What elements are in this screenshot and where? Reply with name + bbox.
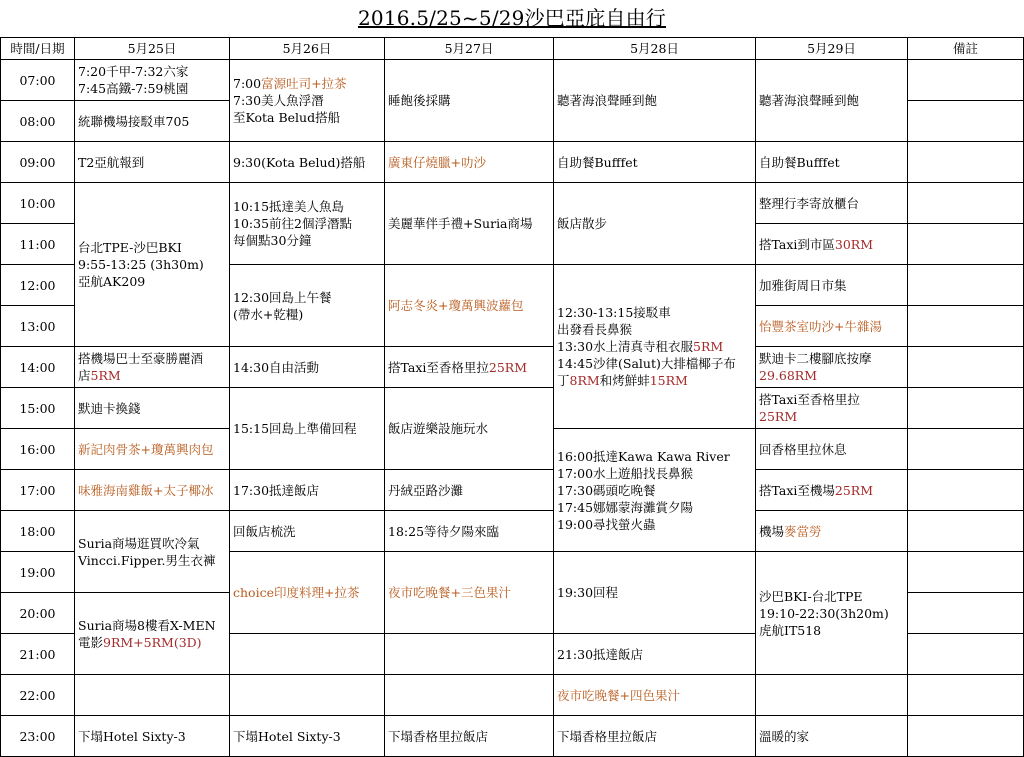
cell-d27-2200 — [385, 675, 554, 716]
notes-cell — [908, 306, 1024, 347]
cell-d26-1500: 15:15回島上準備回程 — [230, 388, 385, 470]
time-cell: 19:00 — [1, 552, 75, 593]
cell-line: 搭Taxi至香格里拉 — [759, 392, 860, 407]
price-text: 29.68RM — [759, 368, 817, 383]
cell-d26-2200 — [230, 675, 385, 716]
cell-d29-1800 — [756, 511, 908, 552]
cell-line: 10:35前往2個浮潛點 — [233, 216, 352, 231]
cell-line — [78, 367, 229, 384]
cell-line: 每個點30分鐘 — [233, 233, 312, 248]
cell-d29-0700: 聽著海浪聲睡到飽 — [756, 60, 908, 142]
notes-cell — [908, 675, 1024, 716]
cell-line: 19:10-22:30(3h20m) — [759, 605, 889, 621]
cell-d29-1100 — [756, 224, 908, 265]
price-text: 8RM — [569, 373, 600, 388]
cell-d28-0900: 自助餐Bufffet — [554, 142, 756, 183]
table-row — [1, 470, 1024, 511]
cell-d29-1600: 回香格里拉休息 — [756, 429, 908, 470]
time-cell: 09:00 — [1, 142, 75, 183]
header-notes: 備註 — [908, 38, 1024, 60]
cell-line — [78, 634, 229, 651]
cell-d27-1900: 夜市吃晚餐+三色果汁 — [385, 552, 554, 634]
cell-line: 14:45沙律(Salut)大排檔椰子布 — [557, 356, 736, 371]
cell-line: Vincci.Fipper.男生衣褲 — [78, 552, 216, 568]
cell-d28-1600 — [554, 429, 756, 552]
cell-d26-1200 — [230, 265, 385, 347]
cell-d25-0700 — [75, 60, 230, 101]
cell-text: 電影 — [78, 634, 104, 650]
cell-d26-0700 — [230, 60, 385, 142]
header-row — [1, 38, 1024, 60]
cell-d29-1700 — [756, 470, 908, 511]
time-cell: 15:00 — [1, 388, 75, 429]
notes-cell — [908, 470, 1024, 511]
cell-d27-1700: 丹絨亞路沙灘 — [385, 470, 554, 511]
cell-d27-2100 — [385, 634, 554, 675]
cell-d25-1700: 味雅海南雞飯+太子椰冰 — [75, 470, 230, 511]
notes-cell — [908, 388, 1024, 429]
cell-d27-1000: 美麗華伴手禮+Suria商場 — [385, 183, 554, 265]
time-cell: 10:00 — [1, 183, 75, 224]
header-may-27: 5月27日 — [385, 38, 554, 60]
price-text: 15RM — [649, 373, 688, 388]
cell-line: 7:30美人魚浮潛 — [233, 93, 324, 108]
price-text: 5RM — [90, 368, 121, 383]
notes-cell — [908, 60, 1024, 101]
cell-line: 17:30碼頭吃晚餐 — [557, 482, 656, 498]
cell-line: 9:55-13:25 (3h30m) — [78, 257, 204, 272]
cell-d25-2200 — [75, 675, 230, 716]
cell-d29-0900: 自助餐Bufffet — [756, 142, 908, 183]
price-text: 9RM+5RM(3D) — [103, 634, 202, 650]
cell-line: 亞航AK209 — [78, 274, 146, 289]
price-text: 25RM — [759, 409, 798, 424]
price-text: 25RM — [488, 359, 527, 375]
notes-cell — [908, 511, 1024, 552]
table-row — [1, 511, 1024, 552]
cell-line: 至Kota Belud搭船 — [233, 110, 341, 125]
cell-line: 12:30回島上午餐 — [233, 289, 332, 305]
cell-d26-1400: 14:30自由活動 — [230, 347, 385, 388]
cell-line: 7:20千甲-7:32六家 — [78, 64, 189, 79]
cell-d25-1800 — [75, 511, 230, 593]
cell-d29-1400 — [756, 347, 908, 388]
cell-d28-2300: 下塌香格里拉飯店 — [554, 716, 756, 757]
cell-d28-1200 — [554, 265, 756, 429]
cell-d29-2300: 溫暖的家 — [756, 716, 908, 757]
notes-cell — [908, 716, 1024, 757]
cell-d26-1800: 回飯店梳洗 — [230, 511, 385, 552]
cell-d28-2200: 夜市吃晚餐+四色果汁 — [554, 675, 756, 716]
cell-line: (帶水+乾糧) — [233, 306, 304, 322]
cell-line: Suria商場逛買吹冷氣 — [78, 535, 200, 551]
cell-text: 搭Taxi到市區 — [759, 236, 835, 252]
time-cell: 11:00 — [1, 224, 75, 265]
time-cell: 08:00 — [1, 101, 75, 142]
cell-d28-1900: 19:30回程 — [554, 552, 756, 634]
cell-line: 台北TPE-沙巴BKI — [78, 240, 182, 255]
cell-d26-1700: 17:30抵達飯店 — [230, 470, 385, 511]
cell-d29-1500 — [756, 388, 908, 429]
cell-d27-1800: 18:25等待夕陽來臨 — [385, 511, 554, 552]
header-may-25: 5月25日 — [75, 38, 230, 60]
cell-line: 10:15抵達美人魚島 — [233, 199, 345, 214]
time-cell: 14:00 — [1, 347, 75, 388]
cell-d25-1000 — [75, 183, 230, 347]
cell-d27-0900: 廣東仔燒臘+叻沙 — [385, 142, 554, 183]
cell-d29-1000: 整理行李寄放櫃台 — [756, 183, 908, 224]
cell-d25-1600: 新記肉骨茶+瓊萬興肉包 — [75, 429, 230, 470]
page-title: 2016.5/25~5/29沙巴亞庇自由行 — [357, 6, 667, 30]
cell-d26-1900: choice印度料理+拉茶 — [230, 552, 385, 634]
cell-d25-2000 — [75, 593, 230, 675]
notes-cell — [908, 634, 1024, 675]
notes-cell — [908, 265, 1024, 306]
cell-d28-0700: 聽著海浪聲睡到飽 — [554, 60, 756, 142]
cell-d26-2300: 下塌Hotel Sixty-3 — [230, 716, 385, 757]
cell-line: 19:00尋找螢火蟲 — [557, 516, 656, 532]
cell-d29-1300: 怡豐茶室叻沙+牛雜湯 — [756, 306, 908, 347]
cell-line: 17:00水上遊船找長鼻猴 — [557, 465, 694, 481]
cell-d28-2100: 21:30抵達飯店 — [554, 634, 756, 675]
cell-d25-1500: 默迪卡換錢 — [75, 388, 230, 429]
table-row — [1, 183, 1024, 224]
cell-line: 沙巴BKI-台北TPE — [759, 588, 863, 604]
time-cell: 07:00 — [1, 60, 75, 101]
cell-text: 丁 — [557, 373, 570, 388]
cell-text: 搭Taxi至香格里拉 — [388, 359, 489, 375]
cell-text: 13:30水上清真寺租衣服 — [557, 339, 694, 354]
cell-d27-0700: 睡飽後採購 — [385, 60, 554, 142]
price-text: 25RM — [834, 482, 873, 498]
notes-cell — [908, 552, 1024, 593]
time-cell: 21:00 — [1, 634, 75, 675]
cell-d29-1200: 加雅街周日市集 — [756, 265, 908, 306]
notes-cell — [908, 183, 1024, 224]
header-may-29: 5月29日 — [756, 38, 908, 60]
cell-d27-1500: 飯店遊樂設施玩水 — [385, 388, 554, 470]
cell-line: 16:00抵達Kawa Kawa River — [557, 448, 730, 464]
cell-line: 12:30-13:15接駁車 — [557, 305, 671, 320]
time-cell: 22:00 — [1, 675, 75, 716]
time-cell: 17:00 — [1, 470, 75, 511]
header-time-date: 時間/日期 — [1, 38, 75, 60]
price-text: 5RM — [693, 339, 724, 354]
table-row — [1, 347, 1024, 388]
cell-line — [557, 338, 755, 355]
header-may-26: 5月26日 — [230, 38, 385, 60]
cell-d28-1000: 飯店散步 — [554, 183, 756, 265]
table-row — [1, 142, 1024, 183]
cell-line: Suria商場8樓看X-MEN — [78, 617, 216, 633]
cell-line: 7:45高鐵-7:59桃園 — [78, 81, 189, 96]
cell-d25-0800: 統聯機場接駁車705 — [75, 101, 230, 142]
time-text: 7:00 — [233, 76, 262, 91]
price-text: 30RM — [834, 236, 873, 252]
cell-line — [557, 372, 755, 389]
table-row — [1, 675, 1024, 716]
cell-d29-2200 — [756, 675, 908, 716]
cell-line: 出發看長鼻猴 — [557, 322, 633, 337]
meal-text: 麥當勞 — [784, 523, 822, 539]
notes-cell — [908, 101, 1024, 142]
cell-d26-2100 — [230, 634, 385, 675]
table-row — [1, 60, 1024, 101]
cell-d29-1900 — [756, 552, 908, 675]
time-cell: 13:00 — [1, 306, 75, 347]
cell-d25-0900: T2亞航報到 — [75, 142, 230, 183]
table-row — [1, 716, 1024, 757]
cell-d25-2300: 下塌Hotel Sixty-3 — [75, 716, 230, 757]
notes-cell — [908, 347, 1024, 388]
header-may-28: 5月28日 — [554, 38, 756, 60]
meal-text: 富源吐司+拉茶 — [261, 76, 347, 91]
cell-line: 搭機場巴士至豪勝麗酒 — [78, 351, 204, 366]
cell-d27-1400 — [385, 347, 554, 388]
document-title-bar — [0, 0, 1024, 37]
cell-d26-0900: 9:30(Kota Belud)搭船 — [230, 142, 385, 183]
cell-text: 搭Taxi至機場 — [759, 482, 835, 498]
itinerary-table — [0, 37, 1024, 757]
cell-text: 機場 — [759, 523, 785, 539]
cell-d27-2300: 下塌香格里拉飯店 — [385, 716, 554, 757]
notes-cell — [908, 224, 1024, 265]
cell-line: 17:45娜娜蒙海灘賞夕陽 — [557, 499, 694, 515]
cell-d27-1200: 阿志冬炎+瓊萬興波蘿包 — [385, 265, 554, 347]
cell-text: 店 — [78, 368, 91, 383]
time-cell: 18:00 — [1, 511, 75, 552]
time-cell: 20:00 — [1, 593, 75, 634]
time-cell: 16:00 — [1, 429, 75, 470]
cell-line — [233, 75, 384, 92]
notes-cell — [908, 142, 1024, 183]
cell-line: 默迪卡二樓腳底按摩 — [759, 351, 872, 366]
cell-d26-1000 — [230, 183, 385, 265]
cell-text: 和烤鮮蚌 — [599, 373, 650, 388]
time-cell: 23:00 — [1, 716, 75, 757]
notes-cell — [908, 429, 1024, 470]
time-cell: 12:00 — [1, 265, 75, 306]
cell-d25-1400 — [75, 347, 230, 388]
cell-line: 虎航IT518 — [759, 622, 822, 638]
table-row — [1, 388, 1024, 429]
notes-cell — [908, 593, 1024, 634]
